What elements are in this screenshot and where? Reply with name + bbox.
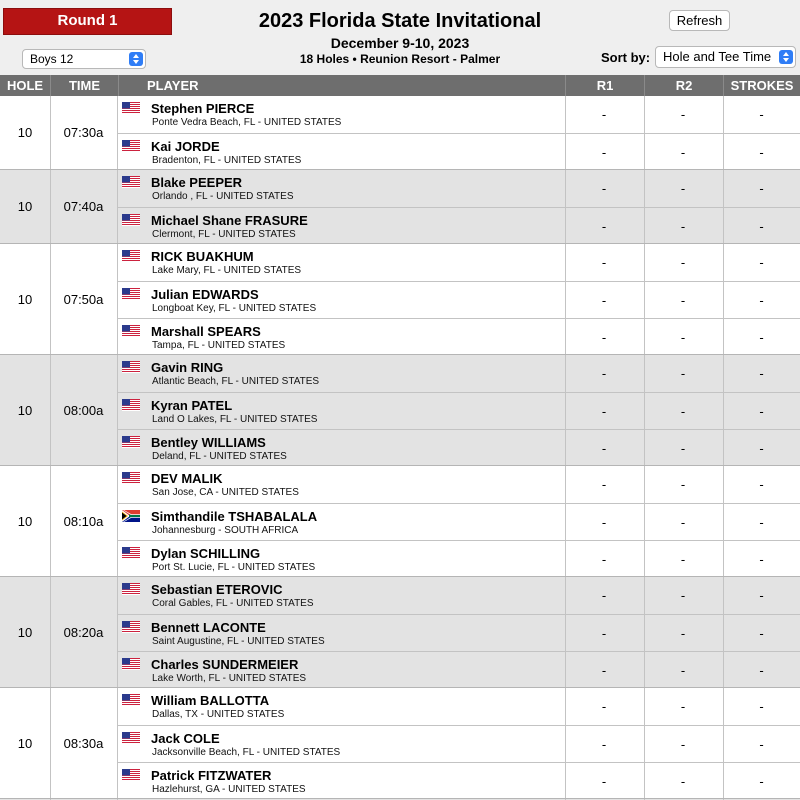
- column-header-player[interactable]: PLAYER: [118, 75, 565, 96]
- score-strokes: -: [759, 588, 764, 603]
- score-r1: -: [601, 699, 607, 714]
- player-name[interactable]: Patrick FITZWATER: [151, 768, 272, 783]
- player-row[interactable]: [118, 614, 800, 651]
- hole-cell: 10: [17, 199, 33, 214]
- score-strokes: -: [759, 145, 764, 160]
- score-r2: -: [680, 293, 686, 308]
- tee-time-group: [0, 466, 800, 577]
- player-row[interactable]: [118, 762, 800, 799]
- score-r2: -: [680, 737, 686, 752]
- score-r2: -: [680, 145, 686, 160]
- division-select[interactable]: [22, 49, 146, 69]
- tee-time-cell: 08:00a: [63, 402, 104, 418]
- round-tab[interactable]: Round 1: [3, 8, 172, 35]
- player-location: Deland, FL - UNITED STATES: [152, 451, 287, 462]
- player-row[interactable]: [118, 688, 800, 725]
- us-flag-icon: [122, 471, 140, 483]
- player-location: Lake Worth, FL - UNITED STATES: [152, 673, 307, 684]
- score-r1: -: [601, 737, 607, 752]
- select-stepper-icon: [129, 52, 143, 66]
- player-name[interactable]: Stephen PIERCE: [151, 101, 255, 116]
- player-location: Port St. Lucie, FL - UNITED STATES: [152, 562, 316, 573]
- score-r2: -: [680, 588, 686, 603]
- sort-select[interactable]: [655, 46, 796, 68]
- score-r2: -: [680, 626, 686, 641]
- tee-time-group: [0, 96, 800, 170]
- us-flag-icon: [122, 287, 140, 299]
- us-flag-icon: [122, 101, 140, 113]
- us-flag-icon: [122, 731, 140, 743]
- player-name[interactable]: Sebastian ETEROVIC: [151, 582, 283, 597]
- score-r1: -: [601, 255, 607, 270]
- score-r2: -: [680, 255, 686, 270]
- score-strokes: -: [759, 441, 764, 456]
- score-strokes: -: [759, 107, 764, 122]
- player-name[interactable]: Bentley WILLIAMS: [151, 435, 266, 450]
- score-r1: -: [601, 366, 607, 381]
- score-strokes: -: [759, 737, 764, 752]
- score-strokes: -: [759, 293, 764, 308]
- score-r2: -: [680, 441, 686, 456]
- player-row[interactable]: [118, 466, 800, 503]
- player-name[interactable]: Michael Shane FRASURE: [151, 213, 308, 228]
- player-location: Coral Gables, FL - UNITED STATES: [152, 598, 314, 609]
- score-r1: -: [601, 219, 607, 234]
- score-strokes: -: [759, 515, 764, 530]
- score-strokes: -: [759, 552, 764, 567]
- player-location: Hazlehurst, GA - UNITED STATES: [152, 784, 306, 795]
- player-row[interactable]: [118, 651, 800, 688]
- hole-cell: 10: [17, 291, 33, 307]
- tee-time-cell: 08:30a: [63, 735, 104, 751]
- player-name[interactable]: Marshall SPEARS: [151, 324, 261, 339]
- us-flag-icon: [122, 139, 140, 151]
- player-row[interactable]: [118, 355, 800, 392]
- score-r1: -: [601, 330, 607, 345]
- us-flag-icon: [122, 693, 140, 705]
- player-name[interactable]: Kai JORDE: [151, 139, 220, 154]
- player-location: Johannesburg - SOUTH AFRICA: [152, 525, 299, 536]
- player-name[interactable]: Julian EDWARDS: [151, 287, 259, 302]
- score-strokes: -: [759, 663, 764, 678]
- player-name[interactable]: DEV MALIK: [151, 471, 223, 486]
- us-flag-icon: [122, 360, 140, 372]
- score-r1: -: [601, 774, 607, 789]
- score-r1: -: [601, 477, 607, 492]
- tee-time-group: [0, 244, 800, 355]
- player-location: Bradenton, FL - UNITED STATES: [152, 155, 302, 166]
- player-row[interactable]: [118, 170, 800, 207]
- tee-time-group: [0, 170, 800, 244]
- player-location: Clermont, FL - UNITED STATES: [152, 229, 296, 240]
- player-location: Saint Augustine, FL - UNITED STATES: [152, 636, 325, 647]
- hole-cell: 10: [17, 125, 33, 140]
- player-location: Lake Mary, FL - UNITED STATES: [152, 265, 302, 276]
- player-row[interactable]: [118, 207, 800, 244]
- player-row[interactable]: [118, 244, 800, 281]
- player-name[interactable]: Jack COLE: [151, 731, 220, 746]
- tee-time-cell: 07:30a: [63, 125, 104, 140]
- score-r1: -: [601, 626, 607, 641]
- us-flag-icon: [122, 398, 140, 410]
- player-row[interactable]: [118, 429, 800, 466]
- score-r2: -: [680, 699, 686, 714]
- select-stepper-icon: [779, 50, 793, 64]
- player-name[interactable]: William BALLOTTA: [151, 693, 270, 708]
- score-strokes: -: [759, 181, 764, 196]
- us-flag-icon: [122, 435, 140, 447]
- player-row[interactable]: [118, 577, 800, 614]
- division-select-value: Boys 12: [30, 52, 74, 66]
- score-r1: -: [601, 663, 607, 678]
- us-flag-icon: [122, 213, 140, 225]
- hole-cell: 10: [17, 624, 33, 640]
- score-r1: -: [601, 441, 607, 456]
- score-r2: -: [680, 552, 686, 567]
- refresh-button[interactable]: Refresh: [669, 10, 730, 31]
- tee-time-cell: 07:40a: [63, 199, 104, 214]
- column-header-strokes[interactable]: STROKES: [723, 75, 800, 96]
- tee-time-cell: 08:20a: [63, 624, 104, 640]
- player-location: Longboat Key, FL - UNITED STATES: [152, 303, 317, 314]
- player-location: Jacksonville Beach, FL - UNITED STATES: [152, 747, 341, 758]
- score-strokes: -: [759, 477, 764, 492]
- us-flag-icon: [122, 657, 140, 669]
- score-r1: -: [601, 181, 607, 196]
- us-flag-icon: [122, 620, 140, 632]
- player-row[interactable]: [118, 725, 800, 762]
- player-name[interactable]: Gavin RING: [151, 360, 224, 375]
- score-r1: -: [601, 145, 607, 160]
- score-r2: -: [680, 515, 686, 530]
- us-flag-icon: [122, 768, 140, 780]
- player-location: Orlando , FL - UNITED STATES: [152, 191, 294, 202]
- player-location: Atlantic Beach, FL - UNITED STATES: [152, 376, 320, 387]
- column-header-r2[interactable]: R2: [644, 75, 723, 96]
- us-flag-icon: [122, 249, 140, 261]
- score-r1: -: [601, 515, 607, 530]
- score-r1: -: [601, 293, 607, 308]
- score-strokes: -: [759, 330, 764, 345]
- tee-time-group: [0, 355, 800, 466]
- player-row[interactable]: [118, 281, 800, 318]
- player-row[interactable]: [118, 96, 800, 133]
- tee-time-cell: 08:10a: [63, 513, 104, 529]
- player-name[interactable]: Simthandile TSHABALALA: [151, 509, 318, 524]
- player-row[interactable]: [118, 318, 800, 355]
- us-flag-icon: [122, 582, 140, 594]
- score-strokes: -: [759, 255, 764, 270]
- event-dates: December 9-10, 2023: [330, 35, 470, 51]
- player-row[interactable]: [118, 503, 800, 540]
- player-name[interactable]: Dylan SCHILLING: [151, 546, 261, 561]
- score-r1: -: [601, 107, 607, 122]
- tee-time-group: [0, 577, 800, 688]
- player-name[interactable]: Charles SUNDERMEIER: [151, 657, 299, 672]
- player-location: Land O Lakes, FL - UNITED STATES: [152, 414, 318, 425]
- tee-time-cell: 07:50a: [63, 291, 104, 307]
- tee-time-group: [0, 688, 800, 799]
- table-header: [0, 75, 800, 96]
- us-flag-icon: [122, 175, 140, 187]
- score-r2: -: [680, 663, 686, 678]
- player-location: Dallas, TX - UNITED STATES: [152, 709, 285, 720]
- score-r2: -: [680, 366, 686, 381]
- za-flag-icon: [122, 509, 140, 521]
- hole-cell: 10: [17, 513, 33, 529]
- score-r2: -: [680, 404, 686, 419]
- sort-by-label: Sort by:: [601, 50, 651, 65]
- hole-cell: 10: [17, 402, 33, 418]
- score-r2: -: [680, 219, 686, 234]
- page-header: [0, 0, 800, 75]
- player-name[interactable]: Blake PEEPER: [151, 175, 243, 190]
- score-strokes: -: [759, 366, 764, 381]
- column-header-time[interactable]: TIME: [50, 75, 118, 96]
- us-flag-icon: [122, 546, 140, 558]
- us-flag-icon: [122, 324, 140, 336]
- column-header-r1[interactable]: R1: [565, 75, 644, 96]
- player-name[interactable]: Bennett LACONTE: [151, 620, 266, 635]
- sort-select-value: Hole and Tee Time: [663, 49, 772, 64]
- player-row[interactable]: [118, 540, 800, 577]
- column-header-hole[interactable]: HOLE: [6, 78, 44, 93]
- player-location: San Jose, CA - UNITED STATES: [152, 487, 299, 498]
- player-location: Ponte Vedra Beach, FL - UNITED STATES: [152, 117, 342, 128]
- score-r2: -: [680, 330, 686, 345]
- player-name[interactable]: Kyran PATEL: [151, 398, 233, 413]
- score-strokes: -: [759, 774, 764, 789]
- score-r2: -: [680, 107, 686, 122]
- score-r2: -: [680, 181, 686, 196]
- player-name[interactable]: RICK BUAKHUM: [151, 249, 254, 264]
- score-strokes: -: [759, 699, 764, 714]
- player-location: Tampa, FL - UNITED STATES: [152, 340, 286, 351]
- player-row[interactable]: [118, 392, 800, 429]
- score-r2: -: [680, 774, 686, 789]
- hole-cell: 10: [17, 735, 33, 751]
- course-info: 18 Holes • Reunion Resort - Palmer: [299, 52, 501, 66]
- score-r1: -: [601, 588, 607, 603]
- page-title: 2023 Florida State Invitational: [258, 10, 542, 32]
- score-r1: -: [601, 552, 607, 567]
- player-row[interactable]: [118, 133, 800, 170]
- score-r1: -: [601, 404, 607, 419]
- score-strokes: -: [759, 219, 764, 234]
- score-r2: -: [680, 477, 686, 492]
- score-strokes: -: [759, 626, 764, 641]
- score-strokes: -: [759, 404, 764, 419]
